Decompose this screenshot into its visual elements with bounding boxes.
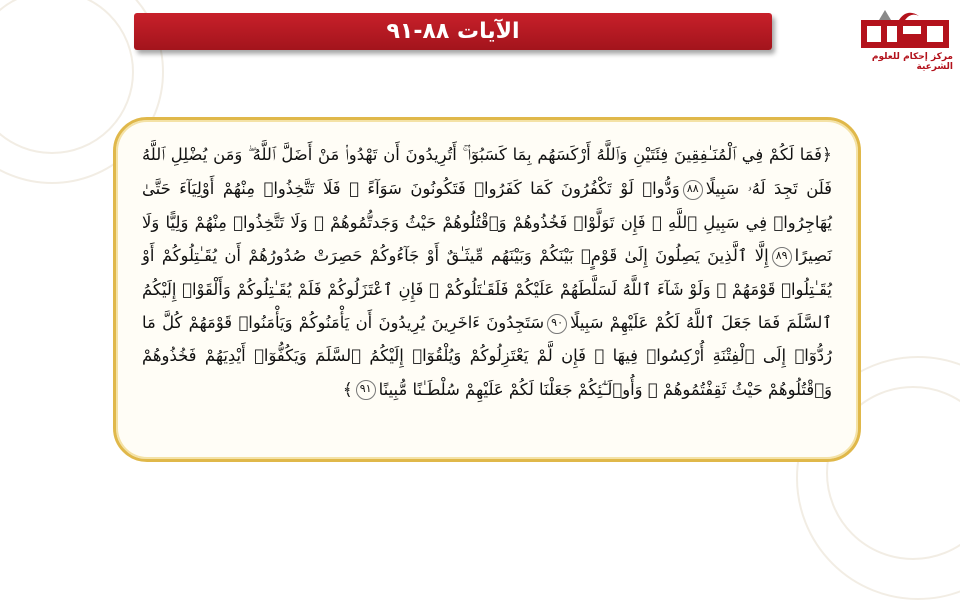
ihkam-logo-icon — [859, 6, 951, 50]
logo — [857, 6, 953, 84]
logo-name: مركز إحكام للعلوم الشرعية — [871, 52, 953, 72]
verse-number-90: ٩٠ — [547, 314, 567, 334]
verse-90: إِلَّا ٱلَّذِينَ يَصِلُونَ إِلَىٰ قَوْمٍۭ بَيْنَكُمْ وَبَيْنَهُم مِّيثَـٰقٌ أَوْ جَآءُوكُمْ حَصِرَتْ صُدُورُهُمْ أَن يُقَـٰتِلُوكُمْ أَوْ يُقَـٰتِلُوا۟ قَوْمَهُمْ ۚ وَلَوْ شَآءَ ٱللَّهُ لَسَلَّطَهُمْ عَلَيْكُمْ فَلَقَـٰتَلُوكُمْ ۚ فَإِنِ ٱعْتَزَلُوكُمْ فَلَمْ يُقَـٰتِلُوكُمْ وَأَلْقَوْا۟ إِلَيْكُمُ ٱلسَّلَمَ فَمَا جَعَلَ ٱللَّهُ لَكُمْ عَلَيْهِمْ سَبِيلًا — [142, 246, 832, 333]
verse-89: وَدُّوا۟ لَوْ تَكْفُرُونَ كَمَا كَفَرُوا۟ فَتَكُونُونَ سَوَآءً ۖ فَلَا تَتَّخِذُوا۟ مِنْهُمْ أَوْلِيَآءَ حَتَّىٰ يُهَاجِرُوا۟ فِي سَبِيلِ ٱللَّهِ ۚ فَإِن تَوَلَّوْا۟ فَخُذُوهُمْ وَٱقْتُلُوهُمْ حَيْثُ وَجَدتُّمُوهُمْ ۖ وَلَا تَتَّخِذُوا۟ مِنْهُمْ وَلِيًّا وَلَا نَصِيرًا — [142, 179, 832, 266]
verse-card — [113, 117, 861, 462]
title-banner — [134, 13, 772, 50]
page-title: الآيات ٨٨-٩١ — [386, 19, 520, 44]
verse-88: فَمَا لَكُمْ فِي ٱلْمُنَـٰفِقِينَ فِئَتَيْنِ وَٱللَّهُ أَرْكَسَهُم بِمَا كَسَبُوٓا۟ ۚ أَتُرِيدُونَ أَن تَهْدُوا۟ مَنْ أَضَلَّ ٱللَّهُ ۖ وَمَن يُضْلِلِ ٱللَّهُ فَلَن تَجِدَ لَهُۥ سَبِيلًا — [142, 145, 832, 199]
quran-verses — [142, 138, 832, 407]
verse-number-88: ٨٨ — [683, 180, 703, 200]
verse-number-89: ٨٩ — [772, 247, 792, 267]
verse-91: سَتَجِدُونَ ءَاخَرِينَ يُرِيدُونَ أَن يَأْمَنُوكُمْ وَيَأْمَنُوا۟ قَوْمَهُمْ كُلَّ مَا رُدُّوٓا۟ إِلَى ٱلْفِتْنَةِ أُرْكِسُوا۟ فِيهَا ۚ فَإِن لَّمْ يَعْتَزِلُوكُمْ وَيُلْقُوٓا۟ إِلَيْكُمُ ٱلسَّلَمَ وَيَكُفُّوٓا۟ أَيْدِيَهُمْ فَخُذُوهُمْ وَٱقْتُلُوهُمْ حَيْثُ ثَقِفْتُمُوهُمْ ۚ وَأُو۟لَـٰٓئِكُمْ جَعَلْنَا لَكُمْ عَلَيْهِمْ سُلْطَـٰنًا مُّبِينًا — [142, 313, 832, 399]
verse-number-91: ٩١ — [356, 380, 376, 400]
close-bracket: ﴾ — [342, 379, 353, 400]
open-bracket: ﴿ — [822, 145, 832, 165]
